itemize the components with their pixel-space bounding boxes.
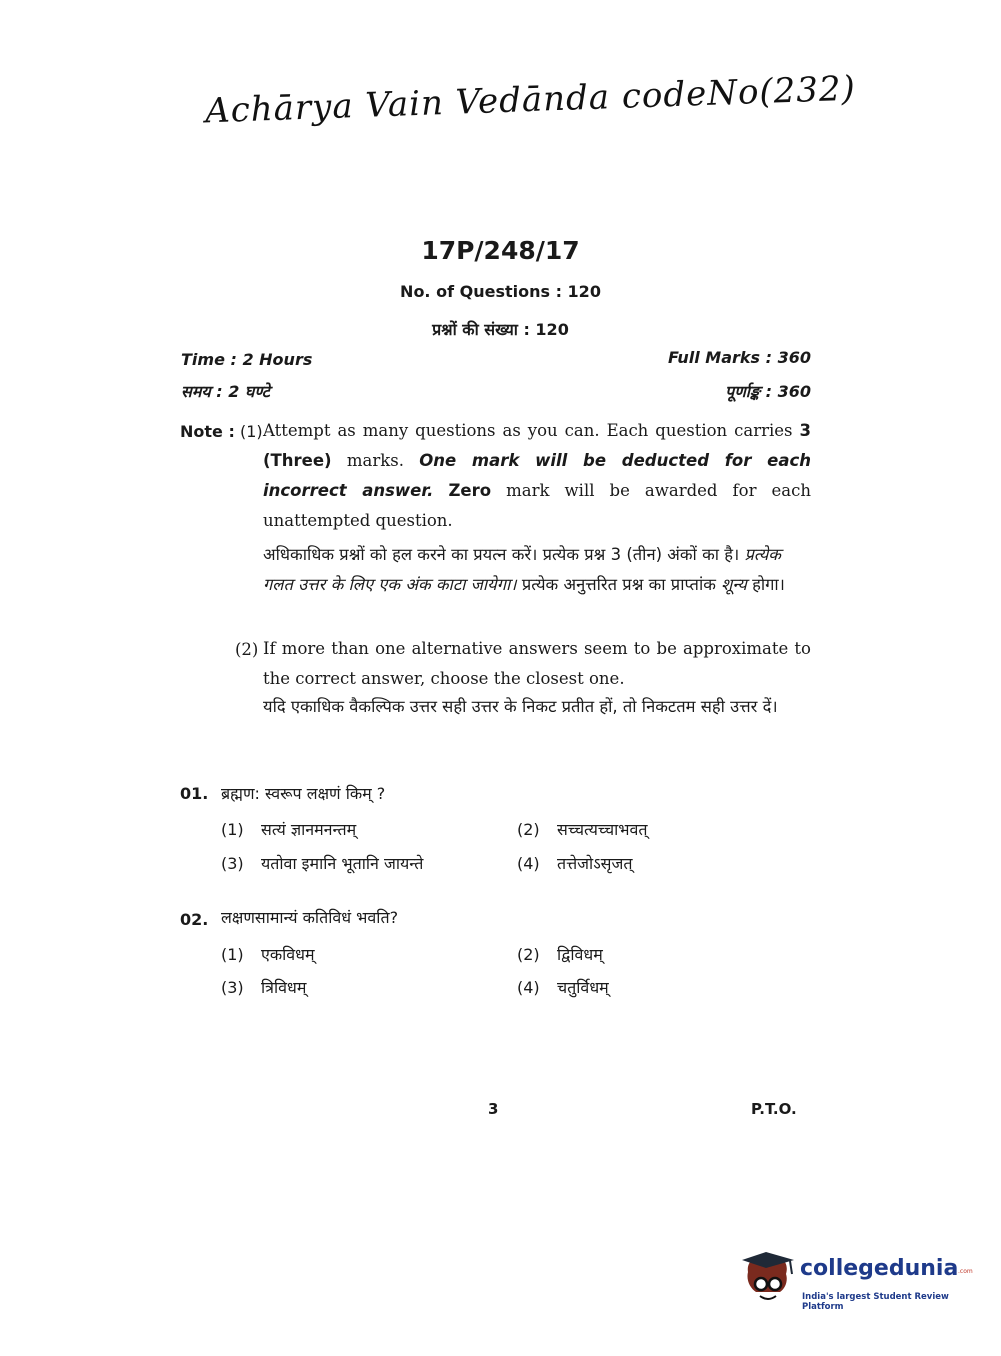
marks-hi: पूर्णाङ्क : 360 [725, 382, 811, 401]
note-item1-en-d: One mark will be deducted for each incorrect answer. [263, 451, 811, 500]
option-text: एकविधम् [261, 945, 315, 964]
question-2-option-1[interactable] [221, 943, 315, 965]
question-2-option-2[interactable] [517, 943, 603, 965]
option-number: (3) [221, 854, 244, 873]
option-number: (1) [221, 820, 244, 839]
note-item1-english [263, 416, 811, 536]
note-item1-hi-b: प्रत्येक गलत उत्तर के लिए एक अंक काटा जायेगा। [263, 545, 781, 594]
note-label: Note : [180, 422, 235, 441]
marks-en: Full Marks : 360 [667, 348, 811, 367]
pto-label: P.T.O. [751, 1100, 797, 1118]
collegedunia-watermark [742, 1250, 972, 1312]
note-item1-en-f: mark will be awarded for each unattempted question. [263, 481, 811, 530]
brand-name: collegedunia [800, 1256, 959, 1281]
note-item1-en-b: 3 (Three) [263, 421, 811, 470]
note-item1-en-e: Zero [448, 481, 492, 500]
paper-code: 17P/248/17 [421, 236, 580, 265]
option-number: (4) [517, 978, 540, 997]
question-1-number: 01. [180, 784, 209, 803]
option-number: (3) [221, 978, 244, 997]
question-1-option-3[interactable] [221, 852, 423, 874]
note-item1-hi-d: शून्य [721, 575, 747, 594]
handwritten-header-note: Achārya Vain Vedānda codeNo(232) [204, 68, 857, 132]
num-questions-en: No. of Questions : 120 [400, 282, 601, 301]
note-item1-hi-c: प्रत्येक अनुत्तरित प्रश्न का प्राप्तांक [521, 575, 716, 594]
option-text: यतोवा इमानि भूतानि जायन्ते [261, 854, 424, 873]
option-text: तत्तेजोऽसृजत् [557, 854, 633, 873]
question-1-option-4[interactable] [517, 852, 632, 874]
num-questions-hi: प्रश्नों की संख्या : 120 [432, 320, 569, 339]
option-text: द्विविधम् [557, 945, 603, 964]
student-mascot-icon [742, 1250, 798, 1310]
question-2-option-3[interactable] [221, 976, 306, 998]
page-number: 3 [488, 1100, 499, 1118]
option-number: (4) [517, 854, 540, 873]
option-text: सच्चत्यच्चाभवत् [557, 820, 648, 839]
note-item1-hi-a: अधिकाधिक प्रश्नों को हल करने का प्रयत्न करें। प्रत्येक प्रश्न 3 (तीन) अंकों का है। [263, 545, 740, 564]
question-2-option-4[interactable] [517, 976, 609, 998]
option-number: (2) [517, 945, 540, 964]
note-heading [180, 422, 263, 441]
brand-domain: .com [958, 1268, 973, 1275]
time-hi: समय : 2 घण्टे [181, 382, 270, 401]
option-text: त्रिविधम् [261, 978, 307, 997]
option-text: सत्यं ज्ञानमनन्तम् [261, 820, 357, 839]
option-text: चतुर्विधम् [557, 978, 609, 997]
note-item1-number: (1) [239, 422, 263, 441]
note-item1-en-c: marks. [346, 451, 404, 470]
brand-tagline: India's largest Student Review Platform [802, 1292, 949, 1312]
question-1-option-1[interactable] [221, 818, 356, 840]
question-2-number: 02. [180, 910, 209, 929]
note-item2-english: If more than one alternative answers seem to be approximate to the correct answer, choose the closest one. [263, 639, 811, 688]
option-number: (2) [517, 820, 540, 839]
note-item1-hi-e: होगा। [752, 575, 785, 594]
note-item1-hindi [263, 540, 811, 600]
question-1-option-2[interactable] [517, 818, 648, 840]
note-item2-number: (2) [235, 640, 259, 659]
option-number: (1) [221, 945, 244, 964]
note-item2-hindi: यदि एकाधिक वैकल्पिक उत्तर सही उत्तर के निकट प्रतीत हों, तो निकटतम सही उत्तर दें। [263, 697, 778, 716]
question-1-text: ब्रह्मण: स्वरूप लक्षणं किम् ? [221, 784, 386, 803]
note-item1-en-a: Attempt as many questions as you can. Each question carries [263, 421, 793, 440]
question-2-text: लक्षणसामान्यं कतिविधं भवति? [221, 908, 399, 927]
time-en: Time : 2 Hours [181, 350, 313, 369]
